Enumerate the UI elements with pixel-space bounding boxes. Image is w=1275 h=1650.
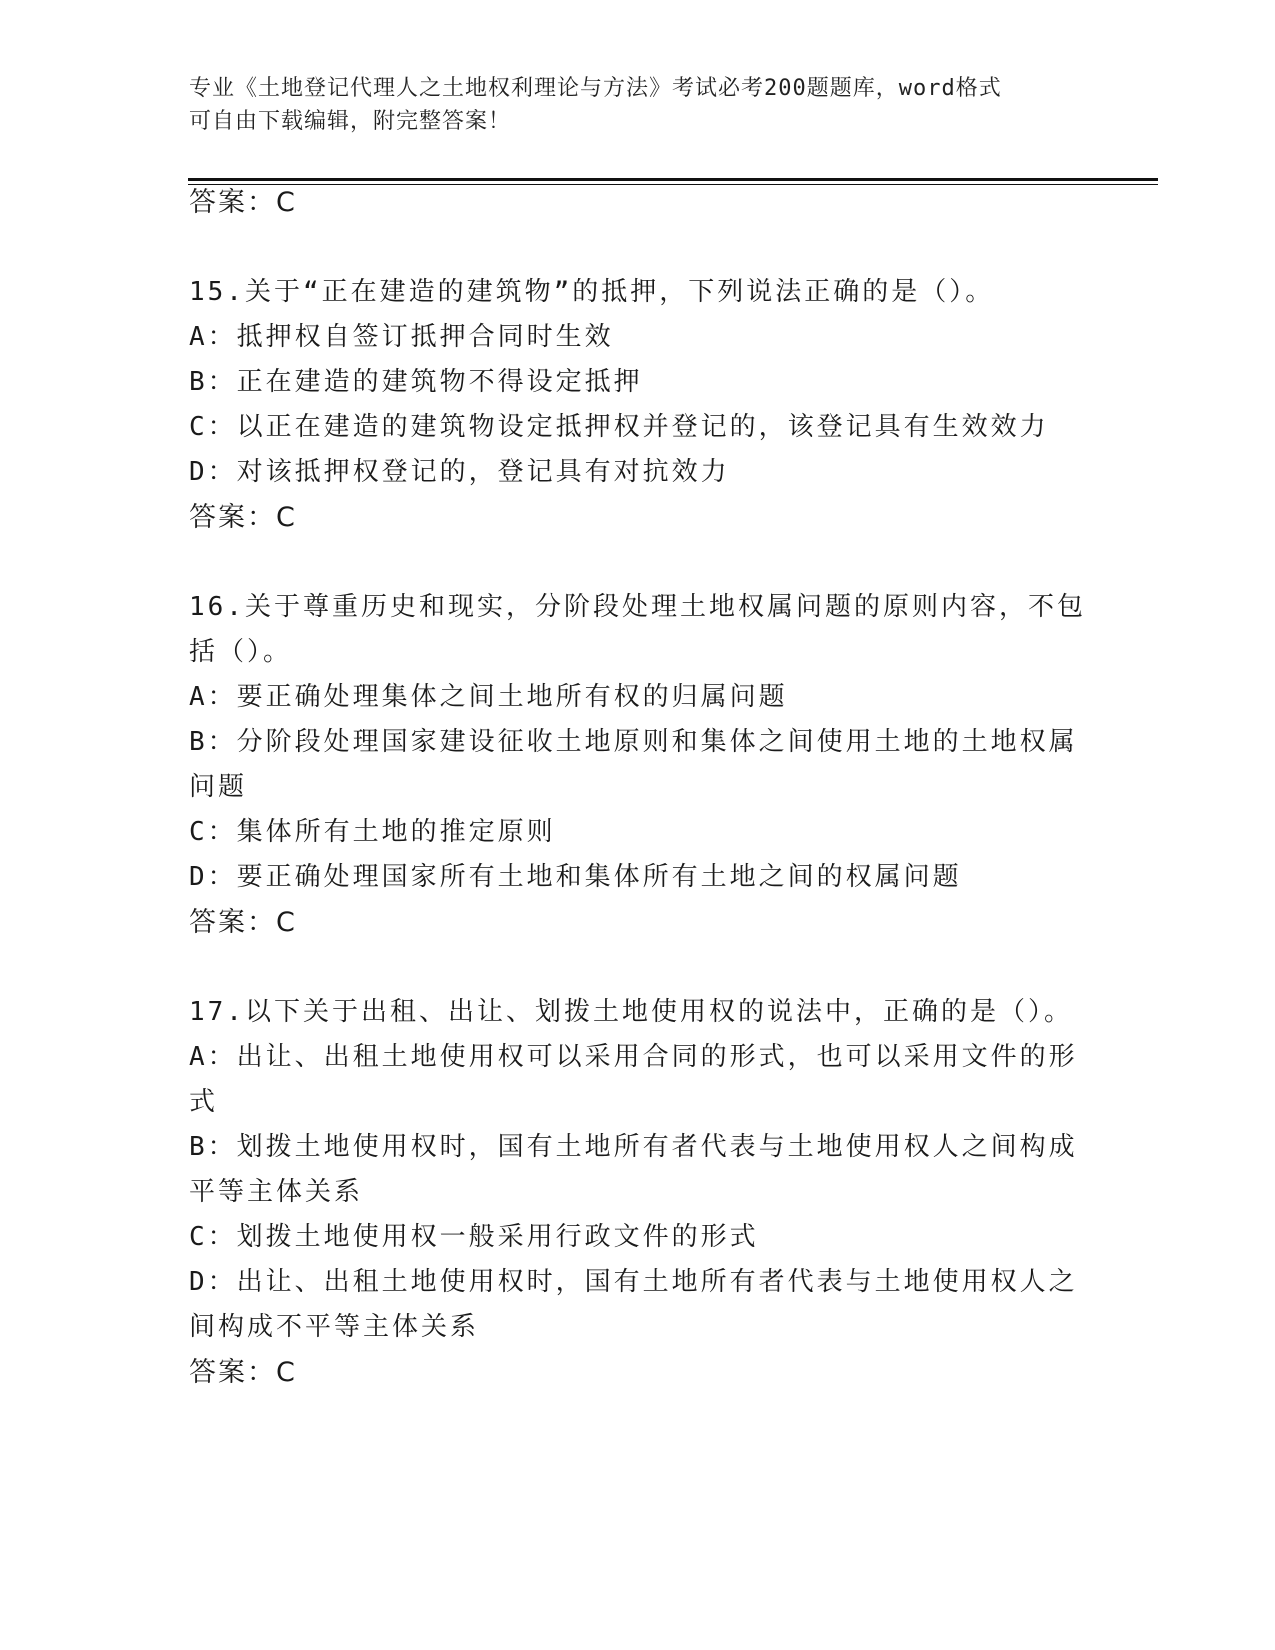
question-17 [189, 990, 1089, 1395]
option-a: A：出让、出租土地使用权可以采用合同的形式，也可以采用文件的形 [189, 1042, 1078, 1072]
spacer [189, 945, 1089, 990]
question-stem: 15.关于“正在建造的建筑物”的抵押，下列说法正确的是（）。 [189, 277, 995, 307]
spacer [189, 540, 1089, 585]
question-stem: 17.以下关于出租、出让、划拨土地使用权的说法中，正确的是（）。 [189, 997, 1073, 1027]
option-d: D：要正确处理国家所有土地和集体所有土地之间的权属问题 [189, 862, 962, 892]
header-title-line-1: 专业《土地登记代理人之土地权利理论与方法》考试必考200题题库，word格式 [189, 76, 1002, 101]
option-c: C：以正在建造的建筑物设定抵押权并登记的，该登记具有生效效力 [189, 412, 1049, 442]
question-content [189, 180, 1089, 1395]
header-title-line-2: 可自由下载编辑，附完整答案！ [189, 109, 512, 134]
answer: 答案：C [189, 907, 297, 938]
answer: 答案：C [189, 1357, 297, 1388]
option-b: B：正在建造的建筑物不得设定抵押 [189, 367, 643, 397]
question-stem: 16.关于尊重历史和现实，分阶段处理土地权属问题的原则内容，不包 [189, 592, 1086, 622]
option-b: B：分阶段处理国家建设征收土地原则和集体之间使用土地的土地权属 [189, 727, 1078, 757]
option-b-continued: 问题 [189, 772, 248, 802]
option-c: C：划拨土地使用权一般采用行政文件的形式 [189, 1222, 759, 1252]
option-d: D：对该抵押权登记的，登记具有对抗效力 [189, 457, 730, 487]
option-d: D：出让、出租土地使用权时，国有土地所有者代表与土地使用权人之 [189, 1267, 1078, 1297]
question-15 [189, 270, 1089, 540]
answer: 答案：C [189, 502, 297, 533]
document-header [189, 72, 1089, 138]
option-c: C：集体所有土地的推定原则 [189, 817, 556, 847]
option-d-continued: 间构成不平等主体关系 [189, 1312, 480, 1342]
option-a-continued: 式 [189, 1087, 219, 1117]
option-b-continued: 平等主体关系 [189, 1177, 364, 1207]
answer-previous: 答案：C [189, 187, 297, 218]
option-a: A：要正确处理集体之间土地所有权的归属问题 [189, 682, 788, 712]
question-stem-continued: 括（）。 [189, 637, 293, 667]
question-16 [189, 585, 1089, 945]
spacer [189, 225, 1089, 270]
option-a: A：抵押权自签订抵押合同时生效 [189, 322, 614, 352]
option-b: B：划拨土地使用权时，国有土地所有者代表与土地使用权人之间构成 [189, 1132, 1078, 1162]
